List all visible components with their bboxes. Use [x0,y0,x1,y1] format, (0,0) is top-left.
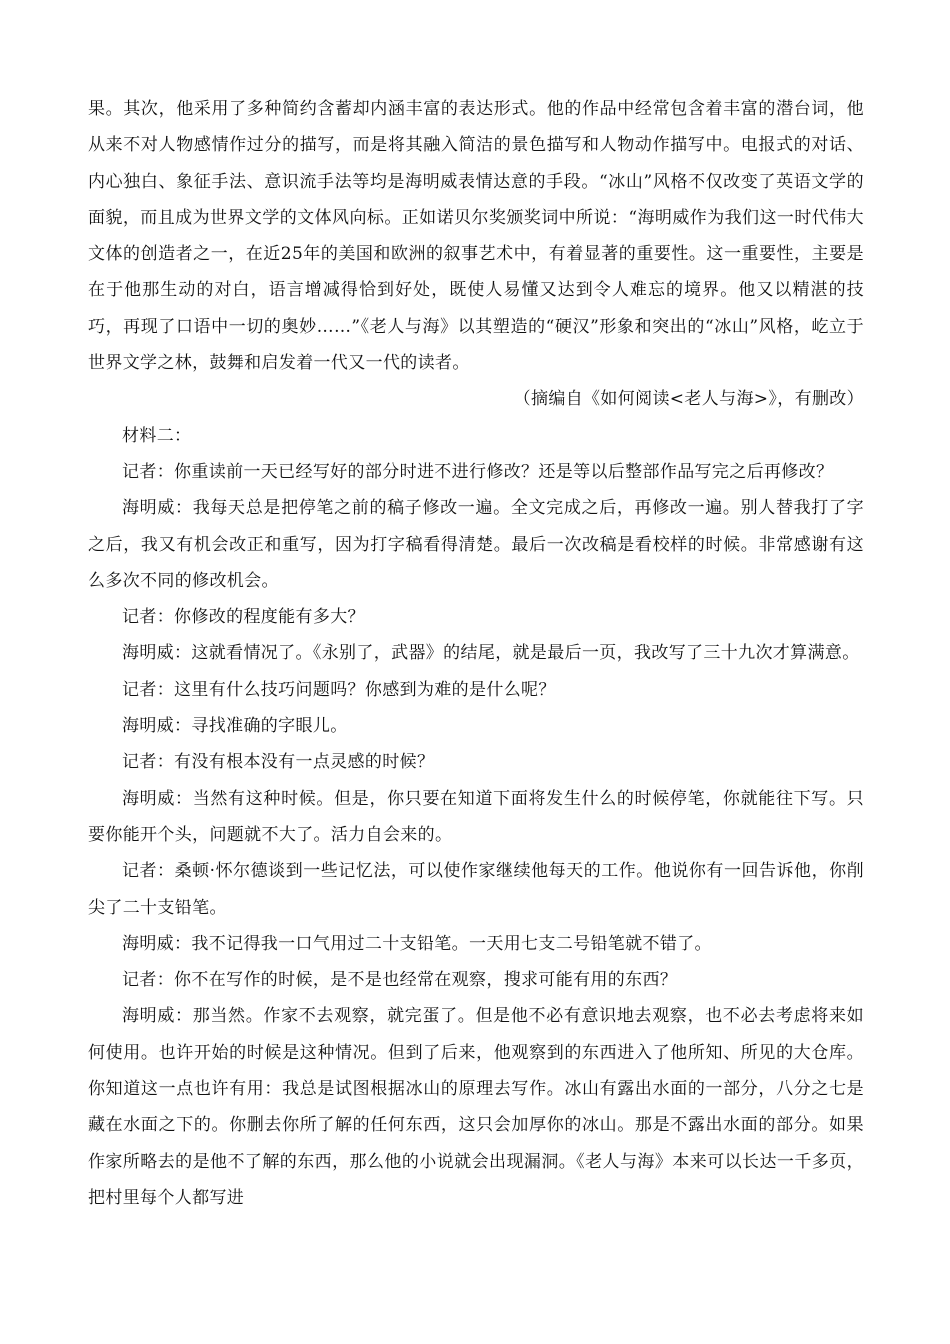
interview-line: 记者：这里有什么技巧问题吗？你感到为难的是什么呢？ [122,679,556,700]
document-page [88,91,864,1216]
material-two-heading: 材料二： [122,425,192,446]
interview-line: 海明威：当然有这种时候。但是，你只要在知道下面将发生什么的时候停笔，你就能往下写。只要你能开个头，问题就不大了。活力自会来的。 [88,788,864,845]
interview-line: 海明威：我不记得我一口气用过二十支铅笔。一天用七支二号铅笔就不错了。 [122,933,712,954]
interview-line: 记者：你修改的程度能有多大？ [122,607,365,628]
source-citation: （摘编自《如何阅读<老人与海>》，有删改） [513,389,864,410]
interview-line: 海明威：我每天总是把停笔之前的稿子修改一遍。全文完成之后，再修改一遍。别人替我打了字之后，我又有机会改正和重写，因为打字稿看得清楚。最后一次改稿是看校样的时候。非常感谢有这么多次不同的修改机会。 [88,498,864,591]
interview-line: 记者：你重读前一天已经写好的部分时进不进行修改？还是等以后整部作品写完之后再修改？ [122,461,834,482]
interview-line: 海明威：那当然。作家不去观察，就完蛋了。但是他不必有意识地去观察，也不必去考虑将来如何使用。也许开始的时候是这种情况。但到了后来，他观察到的东西进入了他所知、所见的大仓库。你知道这一点也许有用：我总是试图根据冰山的原理去写作。冰山有露出水面的一部分，八分之七是藏在水面之下的。你删去你所了解的任何东西，这只会加厚你的冰山。那是不露出水面的部分。如果作家所略去的是他不了解的东西，那么他的小说就会出现漏洞。《老人与海》本来可以长达一千多页，把村里每个人都写进 [88,1006,864,1208]
interview-line: 记者：桑顿·怀尔德谈到一些记忆法，可以使作家继续他每天的工作。他说你有一回告诉他，你削尖了二十支铅笔。 [88,861,864,918]
material-one-tail-paragraph: 果。其次，他采用了多种简约含蓄却内涵丰富的表达形式。他的作品中经常包含着丰富的潜台词，他从来不对人物感情作过分的描写，而是将其融入简洁的景色描写和人物动作描写中。电报式的对话、内心独白、象征手法、意识流手法等均是海明威表情达意的手段。“冰山”风格不仅改变了英语文学的面貌，而且成为世界文学的文体风向标。正如诺贝尔奖颁奖词中所说：“海明威作为我们这一时代伟大文体的创造者之一，在近25年的美国和欧洲的叙事艺术中，有着显著的重要性。这一重要性，主要是在于他那生动的对白，语言增减得恰到好处，既使人易懂又达到令人难忘的境界。他又以精湛的技巧，再现了口语中一切的奥妙……”《老人与海》以其塑造的“硬汉”形象和突出的“冰山”风格，屹立于世界文学之林，鼓舞和启发着一代又一代的读者。 [88,99,864,374]
interview-line: 海明威：寻找准确的字眼儿。 [122,716,348,737]
interview-line: 记者：有没有根本没有一点灵感的时候？ [122,752,435,773]
interview-line: 海明威：这就看情况了。《永别了，武器》的结尾，就是最后一页，我改写了三十九次才算满意。 [122,643,860,664]
interview-line: 记者：你不在写作的时候，是不是也经常在观察，搜求可能有用的东西？ [122,970,678,991]
